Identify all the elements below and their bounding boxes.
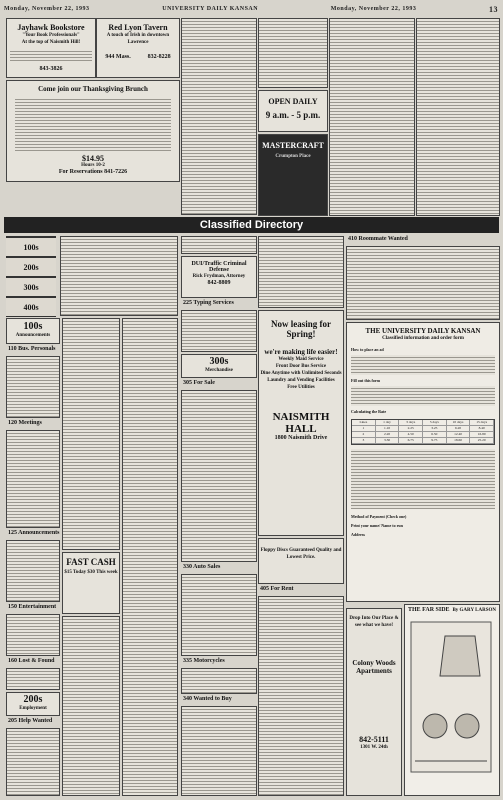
misc-column — [258, 18, 328, 88]
section-405: 405 For Rent — [260, 586, 294, 592]
colony-address: 1301 W. 24th — [360, 745, 388, 750]
section-110-text — [6, 356, 60, 418]
category-300s — [6, 276, 56, 297]
rate-header-cell: 10 days — [447, 420, 471, 426]
form-step-3: Calculating the Rate — [351, 409, 387, 414]
section-330-text — [181, 574, 257, 656]
category-200s — [6, 256, 56, 277]
dui-title: DUI/Traffic Criminal Defense — [191, 261, 247, 273]
colony-title: Drop Into Our Place & see what we have! — [349, 616, 399, 628]
classified-directory-banner: Classified Directory — [4, 217, 499, 233]
masthead-left-date: Monday, November 22, 1993 — [4, 6, 90, 12]
section-125: 125 Announcements — [8, 530, 60, 536]
red-lion-tavern-ad — [96, 18, 180, 78]
section-335: 335 Motorcycles — [183, 658, 225, 664]
rate-cell: 6.50 — [423, 432, 447, 438]
floppy-discs-ad — [258, 538, 344, 584]
floppy-title: Floppy Discs Guaranteed Quality and Lowest Price. — [260, 548, 342, 560]
form-payment: Method of Payment (Check one) — [351, 514, 407, 519]
page-number: 13 — [489, 4, 498, 14]
leasing-line-4: Laundry and Vending Facilities — [267, 378, 335, 383]
jayhawk-bookstore-ad — [6, 18, 96, 78]
section-160-text — [6, 668, 60, 690]
open-daily-title: OPEN DAILY — [268, 97, 318, 106]
section-110: 110 Bus. Personals — [8, 346, 56, 352]
masthead-title: UNIVERSITY DAILY KANSAN — [162, 6, 259, 12]
employment-200s — [6, 692, 60, 716]
announcements-100s — [6, 318, 60, 344]
section-340-text — [181, 706, 257, 796]
rate-cell: 2.20 — [376, 432, 400, 438]
leasing-title: Now leasing for Spring! — [271, 319, 331, 339]
rate-header-cell: 5 days — [423, 420, 447, 426]
far-side-title: THE FAR SIDE — [408, 607, 450, 613]
form-title: Classified information and order form — [382, 336, 464, 341]
far-side-header — [405, 605, 499, 616]
masthead — [4, 2, 498, 16]
open-daily-ad — [258, 90, 328, 132]
section-405-text — [258, 596, 344, 796]
fast-cash-ad — [62, 552, 120, 614]
section-205-text — [6, 728, 60, 796]
form-address-label: Address — [351, 532, 365, 537]
rate-cell: 1.10 — [376, 426, 400, 432]
categories-list — [60, 236, 178, 316]
jayhawk-tagline: "Your Book Professionals" — [22, 33, 80, 38]
rate-cell: 3.25 — [423, 426, 447, 432]
mastercraft-subtitle: Crumpton Place — [275, 154, 311, 159]
section-150-text — [6, 614, 60, 656]
thanksgiving-brunch-ad — [6, 80, 180, 182]
section-305-text — [181, 390, 257, 562]
merchandise-label: 300s — [209, 356, 229, 367]
colony-woods-ad — [346, 608, 402, 796]
dui-phone: 842-8809 — [207, 280, 231, 286]
rate-table — [351, 419, 495, 445]
leasing-line-0: we're making life easier! — [264, 348, 338, 356]
red-lion-tagline: A touch of Irish in downtown Lawrence — [106, 33, 170, 45]
category-300s-label: 300s — [23, 282, 39, 292]
far-side-drawing — [405, 616, 497, 786]
section-410-text — [346, 246, 500, 320]
merchandise-300s — [181, 354, 257, 378]
form-grid — [351, 449, 495, 509]
leasing-line-5: Free Utilities — [287, 385, 315, 390]
announcements-sublabel: Announcements — [15, 333, 51, 338]
form-name-label: Print your name/ Name to run — [351, 523, 403, 528]
red-lion-address: 944 Mass. — [105, 54, 131, 60]
announcements-label: 100s — [23, 321, 43, 332]
rate-cell: 9.75 — [423, 438, 447, 444]
category-100s — [6, 236, 56, 257]
rate-header-cell: Lines — [352, 420, 376, 426]
far-side-comic — [404, 604, 500, 796]
jayhawk-title: Jayhawk Bookstore — [17, 23, 85, 32]
traffic-column — [181, 236, 257, 254]
mastercraft-title: MASTERCRAFT — [262, 141, 324, 150]
section-335-text — [181, 668, 257, 694]
jayhawk-subline: At the top of Naismith Hill! — [21, 40, 81, 45]
brunch-reservations: For Reservations 841-7226 — [58, 169, 128, 175]
section-150: 150 Entertainment — [8, 604, 57, 610]
rate-table-row — [352, 438, 494, 444]
form-step-1-text — [351, 355, 495, 375]
rate-cell: 3 — [352, 438, 376, 444]
brunch-title: Come join our Thanksgiving Brunch — [38, 85, 148, 93]
colony-phone: 842-5111 — [359, 735, 389, 744]
section-125-text — [6, 540, 60, 602]
rate-cell: 6.20 — [447, 426, 471, 432]
rate-header-cell: 15 days — [470, 420, 494, 426]
category-400s-label: 400s — [23, 302, 39, 312]
section-225: 225 Typing Services — [183, 300, 234, 306]
naismith-leasing-ad — [258, 310, 344, 536]
section-120-text — [6, 430, 60, 528]
dui-name: Rick Frydman, Attorney — [192, 274, 246, 279]
rate-cell: 8.40 — [470, 426, 494, 432]
rate-cell: 6.75 — [399, 438, 423, 444]
open-daily-hours: 9 a.m. - 5 p.m. — [265, 110, 321, 120]
employment-label: 200s — [23, 694, 43, 705]
form-step-2-text — [351, 386, 495, 406]
naismith-address: 1800 Naismith Drive — [274, 435, 328, 441]
category-200s-label: 200s — [23, 262, 39, 272]
red-lion-contact — [97, 54, 179, 61]
jayhawk-hours-text — [10, 49, 92, 63]
jayhawk-phone: 843-3826 — [39, 66, 63, 72]
rate-cell: 25.20 — [470, 438, 494, 444]
category-400s — [6, 296, 56, 317]
section-225-text — [181, 310, 257, 352]
section-305: 305 For Sale — [183, 380, 215, 386]
rate-cell: 18.60 — [447, 438, 471, 444]
red-lion-phone: 832-8228 — [147, 54, 171, 60]
right-column-upper — [329, 18, 415, 216]
rate-cell: 2.25 — [399, 426, 423, 432]
rate-header-cell: 1 day — [376, 420, 400, 426]
rate-cell: 16.80 — [470, 432, 494, 438]
rightmost-column-upper — [416, 18, 500, 216]
column-2-text — [62, 318, 120, 550]
mastercraft-ad — [258, 134, 328, 216]
far-side-author: By GARY LARSON — [452, 608, 496, 613]
dui-ad — [181, 256, 257, 298]
rate-cell: 1 — [352, 426, 376, 432]
rate-cell: 4.50 — [399, 432, 423, 438]
section-120: 120 Meetings — [8, 420, 42, 426]
naismith-hall-name: NAISMITH HALL — [272, 411, 330, 435]
masthead-right-date: Monday, November 22, 1993 — [330, 6, 417, 12]
fast-cash-amount: $15 Today $30 This week — [64, 570, 118, 575]
brunch-price: $14.95 — [82, 154, 104, 163]
section-410: 410 Roommate Wanted — [348, 236, 408, 242]
colony-name: Colony Woods Apartments — [352, 659, 396, 675]
leasing-line-1: Weekly Maid Service — [278, 357, 324, 362]
section-340: 340 Wanted to Buy — [183, 696, 232, 702]
section-205: 205 Help Wanted — [8, 718, 53, 724]
form-header: THE UNIVERSITY DAILY KANSAN — [365, 327, 481, 335]
brunch-menu — [15, 97, 171, 151]
rate-cell: 2 — [352, 432, 376, 438]
leasing-line-3: Dine Anytime with Unlimited Seconds — [260, 371, 342, 376]
section-160: 160 Lost & Found — [8, 658, 55, 664]
services-column — [181, 18, 257, 215]
kansan-order-form — [346, 322, 500, 602]
column-2-lower — [62, 616, 120, 796]
category-100s-label: 100s — [23, 242, 39, 252]
brunch-hours: Hours 10-2 — [81, 163, 105, 168]
rate-header-cell: 3 days — [399, 420, 423, 426]
column-5-upper — [258, 236, 344, 308]
rate-cell: 12.40 — [447, 432, 471, 438]
rate-cell: 3.30 — [376, 438, 400, 444]
fast-cash-title: FAST CASH — [66, 557, 116, 567]
section-330: 330 Auto Sales — [183, 564, 221, 570]
employment-sublabel: Employment — [19, 706, 47, 711]
column-3-text — [122, 318, 178, 796]
merchandise-sublabel: Merchandise — [205, 368, 233, 373]
red-lion-title: Red Lyon Tavern — [108, 23, 168, 32]
form-step-2: Fill out this form — [351, 378, 380, 383]
form-step-1: How to place an ad — [351, 347, 384, 352]
leasing-line-2: Front Door Bus Service — [275, 364, 327, 369]
